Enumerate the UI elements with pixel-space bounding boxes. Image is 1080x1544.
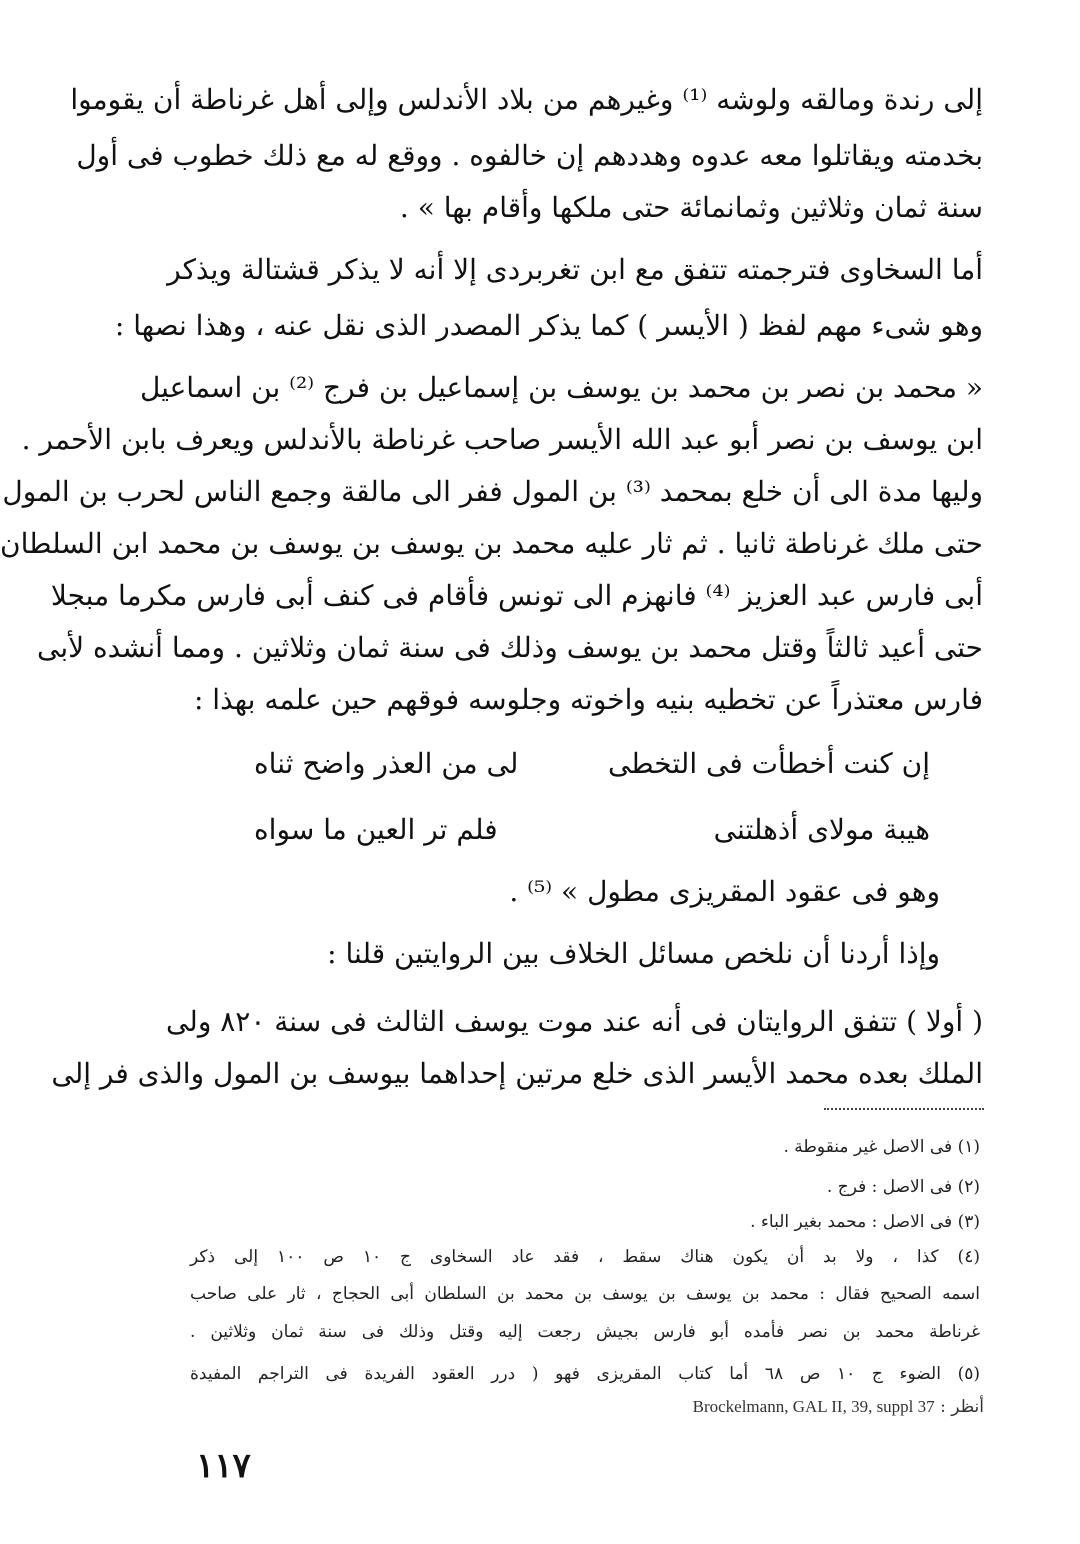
verse-2-first-hemistich: هيبة مولاى أذهلتنى (713, 813, 930, 846)
quote-line-5: أبى فارس عبد العزيز ⁽⁴⁾ فانهزم الى تونس فأقام فى كنف أبى فارس مكرما مبجلا (50, 579, 983, 612)
footnote-5-reference (679, 1393, 984, 1421)
verse-2-second-hemistich: فلم تر العين ما سواه (254, 813, 498, 846)
quote-line-7: فارس معتذراً عن تخطيه بنيه واخوته وجلوسه فوقهم حين علمه بهذا : (193, 683, 983, 716)
footnote-5-line-1: (٥) الضوء ج ١٠ ص ٦٨ أما كتاب المقريزى فهو ( درر العقود الفريدة فى التراجم المفيدة (190, 1364, 980, 1384)
body-line-3: سنة ثمان وثلاثين وثمانمائة حتى ملكها وأقام بها » . (399, 191, 983, 224)
summary-line-1: ( أولا ) تتفق الروايتان فى أنه عند موت يوسف الثالث فى سنة ٨٢٠ ولى (165, 1005, 983, 1038)
body-line-2: بخدمته ويقاتلوا معه عدوه وهددهم إن خالفوه . ووقع له مع ذلك خطوب فى أول (76, 139, 983, 172)
verse-1-first-hemistich: إن كنت أخطأت فى التخطى (607, 747, 930, 780)
page-number: ١١٧ (196, 1446, 251, 1486)
footnote-2: (٢) فى الاصل : فرج . (826, 1177, 980, 1197)
quote-line-6: حتى أعيد ثالثاً وقتل محمد بن يوسف وذلك فى سنة ثمان وثلاثين . ومما أنشده لأبى (37, 631, 983, 664)
footnote-4-line-2: اسمه الصحيح فقال : محمد بن يوسف بن يوسف بن محمد بن السلطان أبى الحجاج ، ثار على صاحب (190, 1284, 980, 1304)
footnote-separator (824, 1108, 984, 1110)
body-line-1: إلى رندة ومالقه ولوشه ⁽¹⁾ وغيرهم من بلاد الأندلس وإلى أهل غرناطة أن يقوموا (70, 83, 983, 116)
summary-intro: وإذا أردنا أن نلخص مسائل الخلاف بين الروايتين قلنا : (327, 937, 940, 970)
footnote-4-line-1: (٤) كذا ، ولا بد أن يكون هناك سقط ، فقد عاد السخاوى ج ١٠ ص ١٠٠ إلى ذكر (190, 1247, 980, 1267)
body-line-5: وهو شىء مهم لفظ ( الأيسر ) كما يذكر المصدر الذى نقل عنه ، وهذا نصها : (114, 309, 983, 342)
quote-line-3: وليها مدة الى أن خلع بمحمد ⁽³⁾ بن المول ففر الى مالقة وجمع الناس لحرب بن المول (2, 475, 983, 508)
reference-label: أنظر : (940, 1397, 984, 1417)
quote-line-4: حتى ملك غرناطة ثانيا . ثم ثار عليه محمد بن يوسف بن يوسف بن محمد ابن السلطان (0, 527, 983, 560)
footnote-4-line-3: غرناطة محمد بن نصر فأمده أبو فارس بجيش رجعت إليه وقتل وذلك فى سنة ثمان وثلاثين . (190, 1322, 980, 1342)
verse-1-second-hemistich: لى من العذر واضح ثناه (254, 747, 519, 780)
closing-line: وهو فى عقود المقريزى مطول » ⁽⁵⁾ . (509, 875, 940, 908)
summary-line-2: الملك بعده محمد الأيسر الذى خلع مرتين إحداهما بيوسف بن المول والذى فر إلى (51, 1057, 983, 1090)
footnote-3: (٣) فى الاصل : محمد بغير الباء . (750, 1212, 980, 1232)
quote-line-1: « محمد بن نصر بن محمد بن يوسف بن إسماعيل بن فرج ⁽²⁾ بن اسماعيل (139, 371, 983, 404)
quote-line-2: ابن يوسف بن نصر أبو عبد الله الأيسر صاحب غرناطة بالأندلس ويعرف بابن الأحمر . (21, 423, 983, 456)
body-line-4: أما السخاوى فترجمته تتفق مع ابن تغربردى إلا أنه لا يذكر قشتالة ويذكر (167, 253, 983, 286)
footnote-1: (١) فى الاصل غير منقوطة . (783, 1137, 980, 1157)
reference-citation: Brockelmann, GAL II, 39, suppl 37 (692, 1397, 935, 1416)
